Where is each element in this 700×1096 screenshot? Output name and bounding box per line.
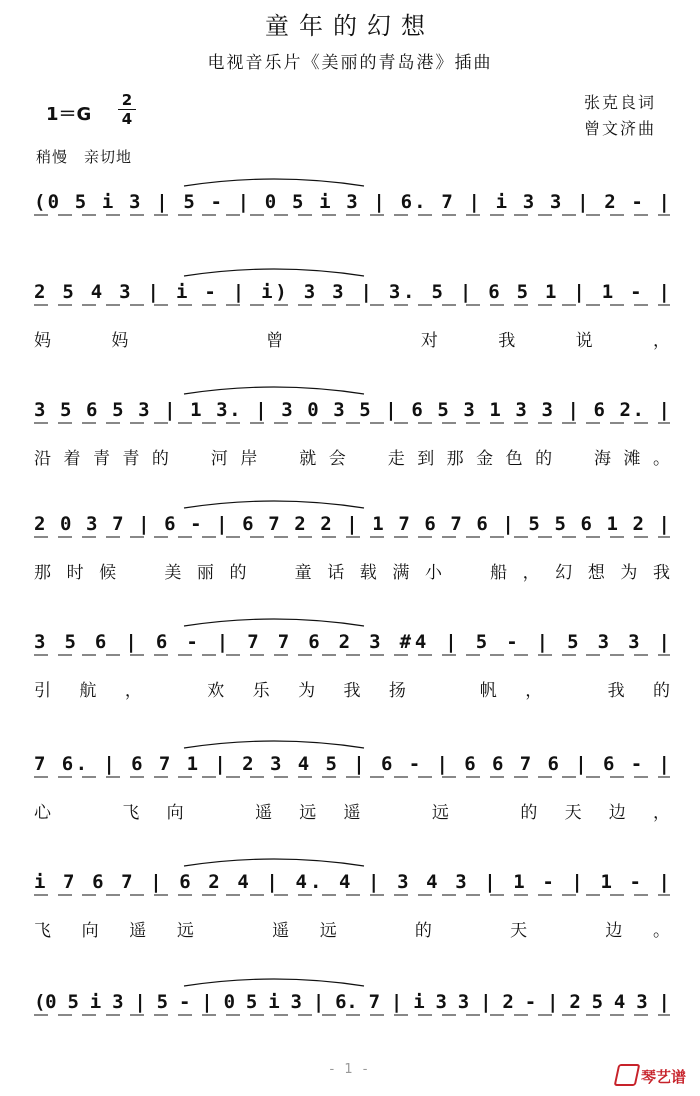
meter-top: 2 [121, 91, 133, 109]
lyric-line-7: 飞向遥远 遥远 的 天 边。 [34, 921, 670, 941]
notation-text: 2 0 3 7 | 6 - | 6 7 2 2 | 1 7 6 7 6 | 5 5 6 1 2 | [34, 513, 670, 535]
slur-arc [184, 501, 364, 508]
notation-text: 7 6. | 6 7 1 | 2 3 4 5 | 6 - | 6 6 7 6 | 6 - | [34, 753, 671, 775]
notation-text: i 7 6 7 | 6 2 4 | 4. 4 | 3 4 3 | 1 - | 1 - | [34, 871, 670, 893]
slur-arc [184, 179, 364, 186]
notation-text: (0 5 i 3 | 5 - | 0 5 i 3 | 6. 7 | i 3 3 | 2 - | 2 5 4 3 | [34, 991, 670, 1013]
slur-arc [184, 859, 364, 866]
notation-text: 3 5 6 5 3 | 1 3. | 3 0 3 5 | 6 5 3 1 3 3 | 6 2. | [34, 399, 670, 421]
notation-row-8 [34, 979, 670, 1015]
meter-bottom: 4 [121, 110, 133, 128]
watermark-text: 琴艺谱 [640, 1068, 686, 1086]
slur-arc [184, 979, 364, 986]
notation-text: (0 5 i 3 | 5 - | 0 5 i 3 | 6. 7 | i 3 3 | 2 - | [34, 191, 670, 213]
notation-row-4 [34, 501, 670, 537]
watermark-logo [616, 1064, 686, 1087]
logo-icon [614, 1064, 641, 1086]
slur-arc [184, 387, 364, 394]
tempo-marking: 稍慢 亲切地 [36, 148, 133, 166]
key-signature: 1＝G [46, 104, 92, 125]
lyric-line-2: 妈妈 曾 对我说， [34, 331, 670, 351]
lyric-line-6: 心 飞向 遥远遥 远 的天边， [34, 803, 670, 823]
page-number: - 1 - [329, 1062, 371, 1077]
notation-text: 2 5 4 3 | i - | i) 3 3 | 3. 5 | 6 5 1 | 1 - | [34, 281, 670, 303]
composer-credit: 曾文济曲 [583, 119, 656, 138]
score-layer [34, 179, 670, 1015]
song-title: 童年的幻想 [265, 12, 435, 40]
slur-arc [184, 619, 364, 626]
notation-row-2 [34, 269, 670, 305]
slur-arc [184, 741, 364, 748]
lyric-line-3: 沿着青青的 河岸 就会 走到那金色的 海滩。 [34, 449, 670, 469]
notation-text: 3 5 6 | 6 - | 7 7 6 2 3 #4 | 5 - | 5 3 3 | [34, 631, 670, 653]
notation-row-6 [34, 741, 670, 777]
notation-row-3 [34, 387, 670, 423]
notation-row-7 [34, 859, 670, 895]
lyricist-credit: 张克良词 [583, 93, 656, 112]
notation-row-1 [34, 179, 670, 215]
song-subtitle: 电视音乐片《美丽的青岛港》插曲 [207, 53, 493, 73]
slur-arc [184, 269, 364, 276]
lyric-line-4: 那时候 美丽的 童话载满小 船，幻想为我 [34, 563, 670, 583]
notation-row-5 [34, 619, 670, 655]
lyric-line-5: 引航， 欢乐为我扬 帆， 我的 [34, 681, 670, 701]
